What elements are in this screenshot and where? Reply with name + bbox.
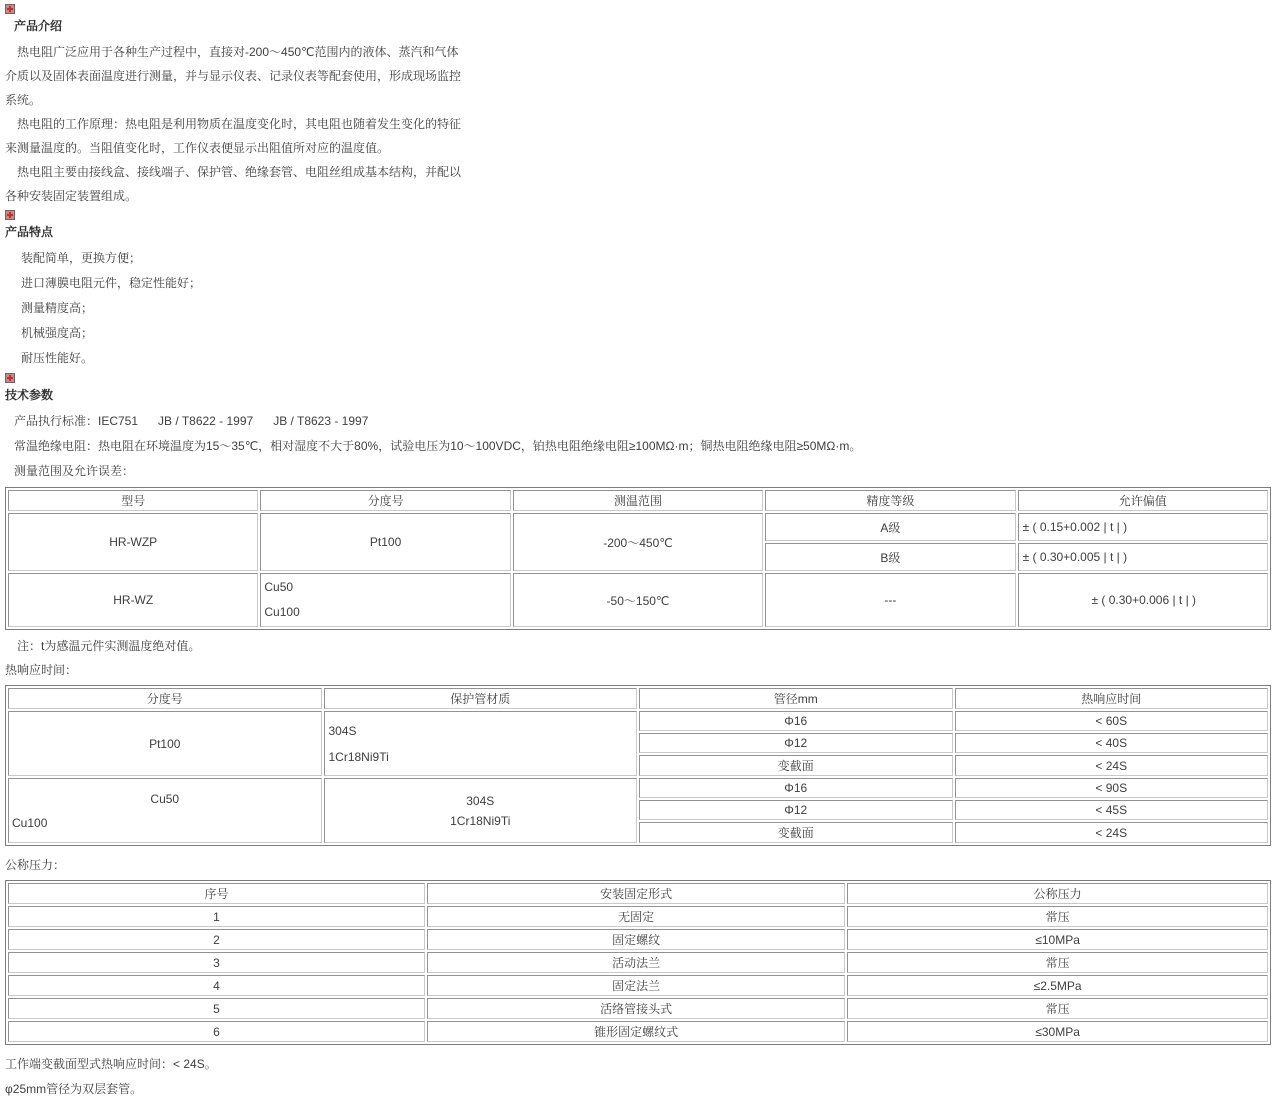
- table-header-row: [8, 490, 1268, 511]
- cell-model: HR-WZ: [8, 573, 258, 627]
- cell-response-time: < 24S: [955, 755, 1269, 776]
- intro-paragraph-line: 热电阻的工作原理：热电阻是利用物质在温度变化时，其电阻也随着发生变化的特征: [17, 117, 462, 131]
- intro-paragraph-line: 热电阻广泛应用于各种生产过程中，直接对-200～450℃范围内的液体、蒸汽和气体: [17, 45, 459, 59]
- footer-note-line: φ25mm管径为双层套管。: [5, 1082, 143, 1096]
- tech-insulation-line: 常温绝缘电阻：热电阻在环境温度为15～35℃，相对湿度不大于80%，试验电压为10～100VDC，铂热电阻绝缘电阻≥100MΩ·m；铜热电阻绝缘电阻≥50MΩ·m。: [14, 439, 862, 453]
- pressure-table-label: 公称压力：: [5, 858, 66, 872]
- cell-graduation: Pt100: [8, 711, 322, 776]
- intro-paragraph-line: 来测量温度的。当阻值变化时，工作仪表便显示出阻值所对应的温度值。: [5, 141, 390, 155]
- column-header: 分度号: [260, 490, 510, 511]
- column-header: 安装固定形式: [427, 883, 845, 904]
- column-header: 允许偏值: [1018, 490, 1268, 511]
- cell-allowed-deviation: ± ( 0.30+0.005 | t | ): [1018, 543, 1268, 571]
- cell-response-time: < 60S: [955, 711, 1269, 731]
- column-header: 精度等级: [765, 490, 1015, 511]
- column-header: 序号: [8, 883, 425, 904]
- cell-response-time: < 24S: [955, 822, 1269, 843]
- table-row: [8, 998, 1268, 1019]
- intro-paragraph-line: 介质以及固体表面温度进行测量，并与显示仪表、记录仪表等配套使用，形成现场监控: [5, 69, 462, 83]
- column-header: 保护管材质: [324, 688, 638, 709]
- table-row: [8, 711, 1268, 731]
- material-line: 1Cr18Ni9Ti: [450, 813, 511, 828]
- cell-pressure: ≤2.5MPa: [847, 975, 1268, 996]
- cell-index: 4: [8, 975, 425, 996]
- cell-temp-range: -200～450℃: [513, 513, 763, 571]
- cell-graduation: [260, 573, 510, 627]
- table-row: [8, 929, 1268, 950]
- cell-graduation: [8, 778, 322, 843]
- table-row: [8, 1021, 1268, 1042]
- cell-pressure: ≤10MPa: [847, 929, 1268, 950]
- table-row: [8, 778, 1268, 798]
- cell-tube-material: [324, 778, 638, 843]
- feature-item: 测量精度高；: [21, 301, 94, 315]
- table-row: [8, 573, 1268, 627]
- cell-diameter: Φ16: [639, 778, 953, 798]
- cell-index: 1: [8, 906, 425, 927]
- cell-response-time: < 45S: [955, 800, 1269, 820]
- range-table-label: 测量范围及允许误差：: [14, 464, 135, 478]
- cell-fixing-type: 锥形固定螺纹式: [427, 1021, 845, 1042]
- table-note: 注：t为感温元件实测温度绝对值。: [17, 639, 201, 653]
- cell-fixing-type: 活络管接头式: [427, 998, 845, 1019]
- response-table-label: 热响应时间：: [5, 663, 78, 677]
- cell-fixing-type: 固定螺纹: [427, 929, 845, 950]
- cell-pressure: 常压: [847, 952, 1268, 973]
- footer-notes: [5, 1052, 1284, 1102]
- cell-fixing-type: 无固定: [427, 906, 845, 927]
- feature-item: 装配简单，更换方便；: [21, 251, 142, 265]
- nominal-pressure-table: [5, 880, 1271, 1045]
- graduation-line: Cu50: [264, 580, 294, 594]
- tech-standard-line: 产品执行标准：IEC751 JB / T8622 - 1997 JB / T8623 - 1997: [14, 414, 369, 428]
- graduation-line: Cu50: [150, 791, 180, 806]
- table-row: [8, 975, 1268, 996]
- cell-diameter: Φ16: [639, 711, 953, 731]
- cell-pressure: 常压: [847, 906, 1268, 927]
- cell-accuracy-grade: B级: [765, 543, 1015, 571]
- cell-index: 6: [8, 1021, 425, 1042]
- range-error-table: [5, 487, 1271, 630]
- material-line: 304S: [328, 723, 357, 738]
- graduation-line: Cu100: [12, 815, 48, 830]
- cell-index: 2: [8, 929, 425, 950]
- cell-diameter: Φ12: [639, 800, 953, 820]
- column-header: 分度号: [8, 688, 322, 709]
- broken-image-icon: [5, 4, 1284, 16]
- cell-pressure: ≤30MPa: [847, 1021, 1268, 1042]
- column-header: 型号: [8, 490, 258, 511]
- cell-allowed-deviation: ± ( 0.30+0.006 | t | ): [1018, 573, 1268, 627]
- cell-diameter: 变截面: [639, 755, 953, 776]
- thermal-response-table: [5, 685, 1271, 846]
- table-row: [8, 906, 1268, 927]
- cell-model: HR-WZP: [8, 513, 258, 571]
- feature-item: 机械强度高；: [21, 326, 94, 340]
- cell-response-time: < 90S: [955, 778, 1269, 798]
- intro-paragraph-line: 热电阻主要由接线盒、接线端子、保护管、绝缘套管、电阻丝组成基本结构，并配以: [17, 165, 462, 179]
- cell-response-time: < 40S: [955, 733, 1269, 753]
- column-header: 管径mm: [639, 688, 953, 709]
- table-header-row: [8, 883, 1268, 904]
- cell-allowed-deviation: ± ( 0.15+0.002 | t | ): [1018, 513, 1268, 541]
- tech-section-heading: 技术参数: [5, 388, 54, 402]
- cell-accuracy-grade: ---: [765, 573, 1015, 627]
- cell-tube-material: [324, 711, 638, 776]
- feature-item: 进口薄膜电阻元件，稳定性能好；: [21, 276, 202, 290]
- intro-paragraph-line: 系统。: [5, 93, 42, 107]
- cell-temp-range: -50～150℃: [513, 573, 763, 627]
- column-header: 热响应时间: [955, 688, 1269, 709]
- features-list: [5, 246, 1284, 371]
- intro-paragraph-line: 各种安装固定装置组成。: [5, 189, 138, 203]
- cell-pressure: 常压: [847, 998, 1268, 1019]
- intro-paragraphs: [5, 40, 1284, 208]
- column-header: 公称压力: [847, 883, 1268, 904]
- column-header: 测温范围: [513, 490, 763, 511]
- cell-graduation: Pt100: [260, 513, 510, 571]
- broken-image-icon: [5, 373, 1284, 385]
- table-row: [8, 513, 1268, 541]
- cell-accuracy-grade: A级: [765, 513, 1015, 541]
- table-row: [8, 952, 1268, 973]
- cell-fixing-type: 活动法兰: [427, 952, 845, 973]
- cell-index: 3: [8, 952, 425, 973]
- cell-fixing-type: 固定法兰: [427, 975, 845, 996]
- cell-diameter: Φ12: [639, 733, 953, 753]
- broken-image-icon: [5, 210, 1284, 222]
- cell-diameter: 变截面: [639, 822, 953, 843]
- intro-section-heading: 产品介绍: [14, 19, 63, 33]
- table-header-row: [8, 688, 1268, 709]
- feature-item: 耐压性能好。: [21, 351, 94, 365]
- material-line: 304S: [466, 793, 495, 808]
- graduation-line: Cu100: [264, 605, 300, 619]
- cell-index: 5: [8, 998, 425, 1019]
- footer-note-line: 工作端变截面型式热响应时间：< 24S。: [5, 1057, 217, 1071]
- material-line: 1Cr18Ni9Ti: [328, 749, 389, 764]
- features-section-heading: 产品特点: [5, 225, 54, 239]
